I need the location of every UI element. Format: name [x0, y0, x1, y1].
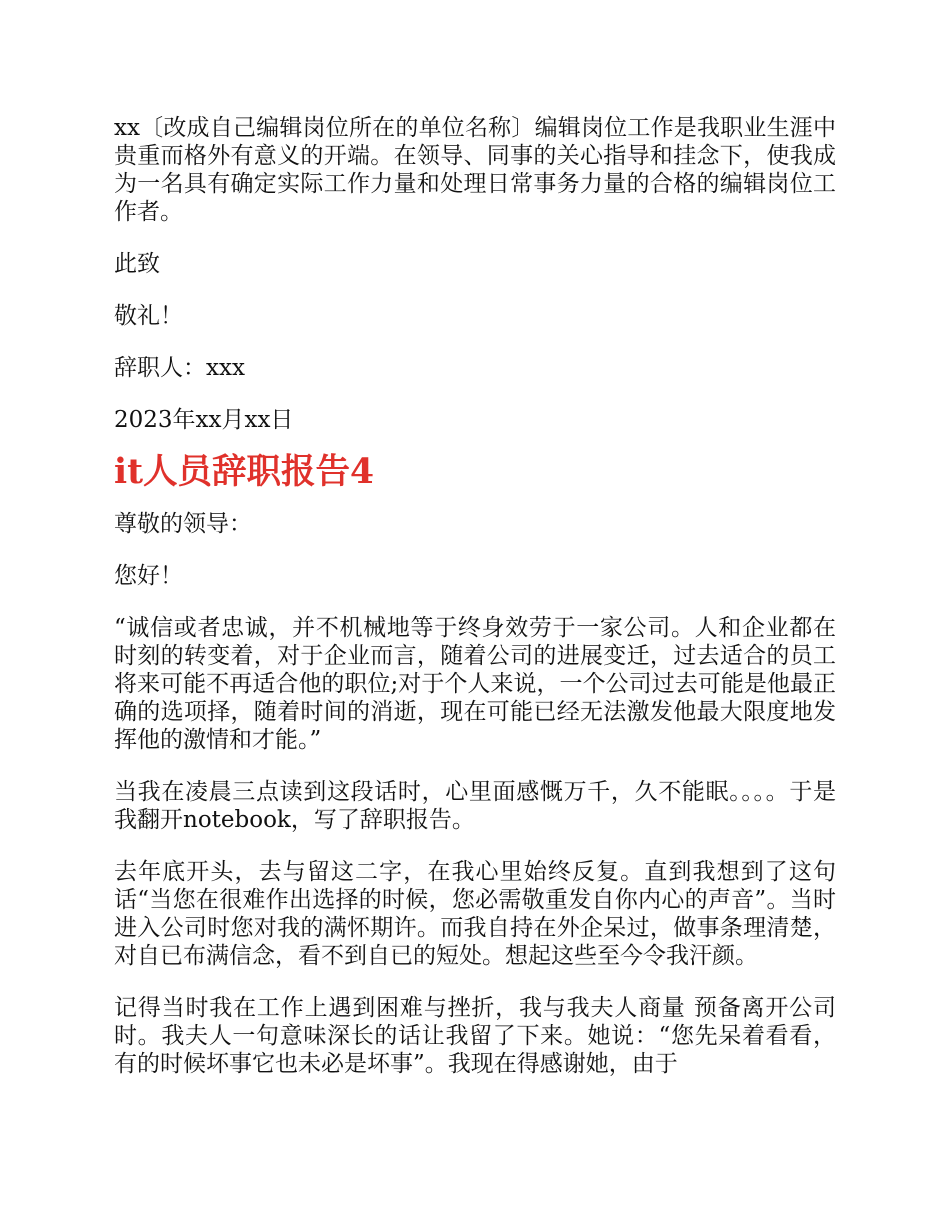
paragraph-hello: 您好！: [114, 563, 183, 589]
paragraph-salutation-jing-li: 敬礼！: [114, 303, 183, 329]
paragraph-quote: “诚信或者忠诚，并不机械地等于终身效劳于一家公司。人和企业都在时刻的转变着，对于企业而言，随着公司的进展变迁，过去适合的员工将来可能不再适合他的职位;对于个人来说，一个公司过去可能是他最正确的选项择，随着时间的消逝，现在可能已经无法激发他最大限度地发挥他的激情和才能。”: [114, 615, 836, 753]
paragraph-salutation-ci-zhi: 此致: [114, 251, 160, 277]
paragraph-doubts: 去年底开头，去与留这二字，在我心里始终反复。直到我想到了这句话“当您在很难作出选择的时候，您必需敬重发自你内心的声音”。当时进入公司时您对我的满怀期许。而我自持在外企呆过，做事条理清楚，对自已布满信念，看不到自已的短处。想起这些至今令我汗颜。: [114, 859, 836, 969]
paragraph-date: 2023年xx月xx日: [114, 407, 294, 433]
paragraph-closing-statement: xx〔改成自己编辑岗位所在的单位名称〕编辑岗位工作是我职业生涯中贵重而格外有意义的开端。在领导、同事的关心指导和挂念下，使我成为一名具有确定实际工作力量和处理日常事务力量的合格的编辑岗位工作者。: [114, 115, 836, 225]
document-page: [114, 114, 836, 1102]
paragraph-reflection: 当我在凌晨三点读到这段话时，心里面感慨万千，久不能眠。。。。于是我翻开notebook，写了辞职报告。: [114, 779, 836, 833]
paragraph-signature: 辞职人：xxx: [114, 355, 245, 381]
paragraph-memory: 记得当时我在工作上遇到困难与挫折，我与我夫人商量 预备离开公司时。我夫人一句意味深长的话让我留了下来。她说：“您先呆着看看，有的时候坏事它也未必是坏事”。我现在得感谢她，由于: [114, 995, 836, 1077]
section-heading: it人员辞职报告4: [114, 452, 375, 492]
paragraph-greeting: 尊敬的领导：: [114, 511, 252, 537]
